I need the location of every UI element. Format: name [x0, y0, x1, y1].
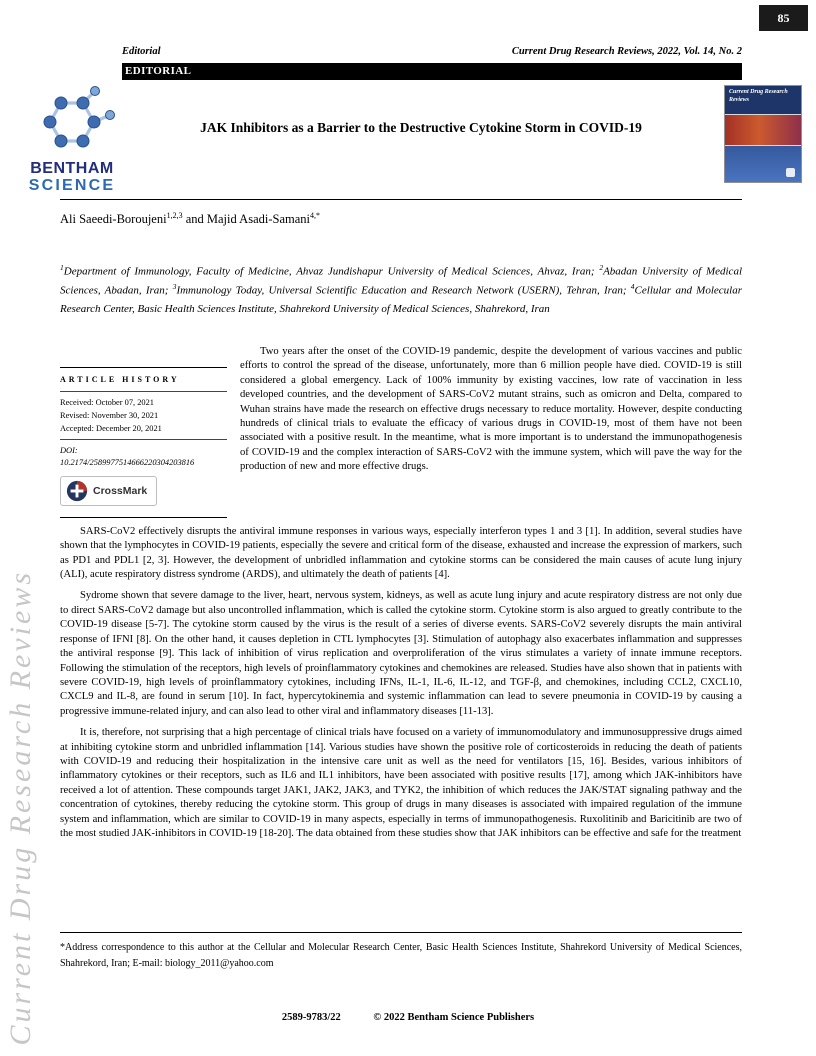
doi-value: 10.2174/2589977514666220304203816: [60, 457, 195, 467]
body-paragraph-2: SARS-CoV2 effectively disrupts the antiviral immune responses in various ways, especially interferon types 1 and 3 [1]. In addition, several studies have shown that the lymphocytes in COVID-19 patients, especially the severe and critical form of the disease, exhausted and increase the expression of markers, such as PD1 and PDL1 [2, 3]. However, the development of unbridled inflammation and cytokine storms can be considered the main causes of acute lung injury (ALI), acute respiratory distress syndrome (ARDS), and ultimately the death of patients [4].: [60, 525, 742, 581]
crossmark-badge[interactable]: [60, 476, 157, 506]
affiliations: [60, 262, 742, 319]
article-history-box: [60, 367, 227, 518]
affiliation-marker: 2: [599, 263, 604, 272]
body-paragraph-4: It is, therefore, not surprising that a high percentage of clinical trials have focused on a variety of immunomodulatory and immunosuppressive drugs aimed at inhibiting cytokine storm and unbridled inflammation [14]. Various studies have shown the positive role of corticosteroids in reducing the death of patients with COVID-19 and reducing their hospitalization in the intensive care unit as well as the need for ventilators [15, 16]. Besides, various inhibitors of inflammatory cytokines or their receptors, such as IL6 and IL1 inhibitors, have been associated with positive results [17], among which JAK-inhibitors have received a lot of attention. These compounds target JAK1, JAK2, JAK3, and TYK2, the inhibition of which reduces the JAK/STAT signaling pathway and the concentration of cytokines, thereby reducing the cytokine storm. This group of drugs in many diseases is associated with impaired regulation of the immune system and inflammation, which are similar to COVID-19 in many aspects, especially in terms of immunopathogenesis. Ruxolitinib and Baricitinib are two of the most studied JAK-inhibitors in COVID-19 [18-20]. The data obtained from these studies show that JAK inhibitors can be effective and safe for the treatment: [60, 727, 742, 839]
copyright-notice: © 2022 Bentham Science Publishers: [373, 1012, 535, 1023]
crossmark-label: CrossMark: [93, 485, 148, 498]
journal-watermark: Current Drug Research Reviews: [4, 570, 37, 1046]
header-journal-reference: Current Drug Research Reviews, 2022, Vol. 14, No. 2: [511, 46, 742, 57]
author-second-affil-marker: 4,*: [310, 211, 321, 220]
divider: [60, 439, 227, 440]
body-paragraph-1: Two years after the onset of the COVID-19 pandemic, despite the development of various vaccines and public efforts to control the spread of the disease, unfortunately, more than 6 million people have died. COVID-19 is still considered a global emergency. Lack of 100% immunity by existing vaccines, low rate of vaccination in less developed countries, and the development of SARS-CoV2 mutant strains, such as omicron and Delta, compared to Wuhan strains have made the research on effective drugs necessary to reduce mortality. However, despite conducting hundreds of clinical trials to evaluate the efficacy of various drugs in COVID-19, most of them have not been associated with a positive result. In the meantime, what is more important is to understand the immunopathogenesis of COVID-19 and the complex interaction of SARS-CoV2 with the immune system, which will pave the way for the production of new and more effective drugs.: [240, 346, 742, 473]
affiliation-text: Department of Immunology, Faculty of Medicine, Ahvaz Jundishapur University of Medical Sciences, Ahvaz, Iran;: [63, 265, 600, 278]
article-body: [60, 345, 742, 848]
first-paragraph-row: [60, 345, 742, 518]
author-name-first: Ali Saeedi-Boroujeni: [60, 212, 167, 227]
affiliation-text: Cellular and Molecular Research Center, Basic Health Sciences Institute, Shahrekord University of Medical Sciences, Shahrekord, Iran: [60, 285, 742, 315]
page-number: 85: [777, 10, 790, 25]
journal-cover-image-band: [725, 114, 801, 146]
author-name-second: Majid Asadi-Samani: [206, 212, 311, 227]
article-history-dates: [60, 396, 227, 435]
logo-text-science: SCIENCE: [28, 176, 116, 194]
cover-publisher-mark: [786, 168, 795, 177]
journal-cover-thumbnail: [724, 85, 802, 183]
author-connector: and: [182, 212, 207, 227]
article-history-heading: ARTICLE HISTORY: [60, 375, 180, 384]
article-title: JAK Inhibitors as a Barrier to the Destructive Cytokine Storm in COVID-19: [200, 120, 642, 135]
author-first-affil-marker: 1,2,3: [166, 211, 183, 220]
journal-cover-title: Current Drug Research Reviews: [725, 86, 801, 114]
header-section-label: Editorial: [122, 46, 161, 57]
crossmark-icon: [66, 480, 88, 502]
affiliation-text: Abadan University of Medical Sciences, Abadan, Iran;: [60, 265, 742, 298]
affiliation-marker: 1: [60, 263, 64, 272]
header-divider: [60, 199, 742, 200]
doi-block: [60, 445, 227, 469]
authors-line: [60, 211, 320, 227]
accepted-date: Accepted: December 20, 2021: [60, 423, 162, 433]
affiliation-marker: 4: [630, 282, 635, 292]
page-footer: [0, 1012, 816, 1023]
issn-code: 2589-9783/22: [281, 1012, 341, 1023]
body-paragraph-3: Sydrome shown that severe damage to the liver, heart, nervous system, kidneys, as well as acute lung injury and acute respiratory distress are not only due to direct SARS-CoV2 damage but also uncontrolled inflammation, which is called the cytokine storm. Cytokine storm is also argued to greatly contribute to the COVID-19 disease [5-7]. The cytokine storm caused by the virus is the result of a series of diverse events. SARS-CoV2 severely disrupts the main antiviral response of IFNI [8]. On the other hand, it causes depletion in CTL lymphocytes [3]. Stimulation of autophagy also exacerbates inflammation and suppresses the antiviral response [9]. This lack of inhibition of virus replication and overproliferation of the virus stimulates a variety of innate immune receptors. Following the stimulation of the receptors, high levels of proinflammatory cytokines and chemokines are released. Studies have also shown that in patients with severe COVID-19, high levels of proinflammatory cytokines, including IFNs, IL-1, IL-6, IL-12, and TGF-β, and chemokines, including CCL2, CXCL10, CXCL9 and IL-8, are found in serum [10]. In fact, hypercytokinemia and systemic inflammation can lead to severe pneumonia in COVID-19 by causing a progressive immune-related injury, and can also lead to other viral and inflammatory diseases [11-13].: [60, 590, 742, 717]
editorial-banner: [122, 63, 742, 80]
editorial-banner-label: EDITORIAL: [125, 65, 192, 77]
page-number-box: [759, 5, 808, 31]
revised-date: Revised: November 30, 2021: [60, 410, 159, 420]
affiliation-text: Immunology Today, Universal Scientific Education and Research Network (USERN), Tehran, Iran;: [176, 285, 631, 298]
affiliation-marker: 3: [172, 282, 177, 292]
journal-cover-footer: [725, 146, 801, 182]
correspondence-footnote: *Address correspondence to this author at the Cellular and Molecular Research Center, Basic Health Sciences Institute, Shahrekord University of Medical Sciences, Shahrekord, Iran; E-mail: biology_2011@yahoo.com: [60, 932, 742, 971]
molecule-icon: [27, 84, 117, 156]
received-date: Received: October 07, 2021: [60, 397, 154, 407]
running-header: [122, 46, 742, 57]
doi-label: DOI:: [60, 445, 78, 455]
divider: [60, 391, 227, 392]
bentham-science-logo: [24, 84, 120, 195]
logo-text-bentham: BENTHAM: [30, 160, 114, 177]
